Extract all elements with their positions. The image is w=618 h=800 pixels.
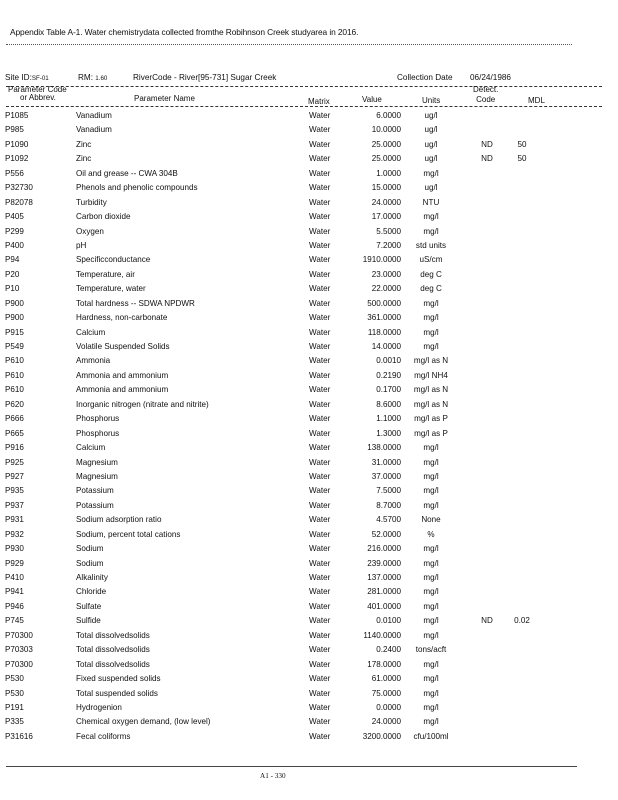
table-row [0,499,618,513]
collection-date-value: 06/24/1986 [470,73,511,82]
header-detect-line1: Detect. [473,85,499,94]
param-name-cell: Sulfate [76,601,102,611]
table-row [0,369,618,383]
value-cell: 137.0000 [367,573,401,582]
param-code-cell: P556 [5,168,24,178]
table-row [0,629,618,643]
units-cell: std units [415,240,447,250]
value-cell: 138.0000 [367,443,401,453]
matrix-cell: Water [309,688,331,698]
param-code-cell: P666 [5,414,24,424]
param-name-cell: Total suspended solids [76,688,158,698]
param-name-cell: Oxygen [76,226,104,236]
header-matrix: Matrix [308,97,330,106]
units-cell: cfu/100ml [413,731,449,741]
matrix-cell: Water [309,616,331,626]
value-cell: 1.1000 [376,414,401,424]
value-cell: 1910.0000 [362,255,401,265]
matrix-cell: Water [309,356,331,366]
matrix-cell: Water [309,515,331,525]
value-cell: 0.2190 [376,370,401,380]
param-name-cell: Ammonia and ammonium [76,370,169,380]
value-cell: 216.0000 [367,544,401,554]
matrix-cell: Water [309,168,331,178]
param-code-cell: P1092 [5,154,29,164]
param-code-cell: P932 [5,529,24,539]
param-code-cell: P900 [5,313,24,323]
matrix-cell: Water [309,428,331,438]
param-name-cell: Total dissolvedsolids [76,659,150,669]
table-row [0,225,618,239]
value-cell: 14.0000 [371,342,401,351]
value-cell: 0.0000 [376,702,401,712]
table-row [0,687,618,701]
param-code-cell: P191 [5,702,24,712]
table-row [0,701,618,715]
header-param-code [8,86,67,102]
param-code-cell: P900 [5,298,24,308]
value-cell: 52.0000 [371,529,401,539]
table-row [0,123,618,137]
matrix-cell: Water [309,183,331,193]
table-title: Appendix Table A-1. Water chemistrydata collected fromthe Robihnson Creek studyarea in 2016. [10,27,359,37]
value-cell: 17.0000 [371,212,401,222]
param-name-cell: Magnesium [76,471,118,481]
matrix-cell: Water [309,255,331,265]
units-cell: mg/l [423,500,439,510]
value-cell: 1.3000 [376,428,401,438]
param-name-cell: pH [76,240,87,250]
param-name-cell: Alkalinity [76,573,108,582]
value-cell: 37.0000 [371,471,401,481]
table-row [0,210,618,224]
param-code-cell: P410 [5,573,24,582]
param-code-cell: P82078 [5,197,33,207]
units-cell: mg/l [423,486,439,496]
units-cell: mg/l [423,587,439,597]
value-cell: 281.0000 [367,587,401,597]
value-cell: 24.0000 [371,717,401,727]
value-cell: 6.0000 [376,111,401,120]
table-row [0,398,618,412]
units-cell: tons/acft [415,645,447,655]
param-code-cell: P935 [5,486,24,496]
table-row [0,585,618,599]
param-name-cell: Calcium [76,327,106,337]
matrix-cell: Water [309,573,331,582]
value-cell: 500.0000 [367,298,401,308]
matrix-cell: Water [309,674,331,684]
value-cell: 7.5000 [376,486,401,496]
matrix-cell: Water [309,197,331,207]
matrix-cell: Water [309,457,331,467]
param-code-cell: P925 [5,457,24,467]
table-row [0,456,618,470]
param-name-cell: Zinc [76,154,92,164]
param-code-cell: P405 [5,212,24,222]
site-id [5,73,49,82]
table-row [0,181,618,195]
value-cell: 0.0010 [376,356,401,366]
param-name-cell: Phenols and phenolic compounds [76,183,198,193]
header-bottom-rule [6,106,602,107]
value-cell: 8.6000 [376,399,401,409]
matrix-cell: Water [309,702,331,712]
units-cell: deg C [420,269,442,279]
matrix-cell: Water [309,139,331,149]
value-cell: 118.0000 [367,327,401,337]
units-cell: mg/l [423,226,439,236]
collection-date-label: Collection Date [397,73,453,82]
detect-code-cell: ND [481,616,493,626]
matrix-cell: Water [309,486,331,496]
units-cell: mg/l [423,573,439,582]
param-code-cell: P400 [5,240,24,250]
param-name-cell: Sulfide [76,616,101,626]
header-units: Units [422,96,441,105]
table-row [0,715,618,729]
matrix-cell: Water [309,399,331,409]
units-cell: mg/l [423,327,439,337]
param-name-cell: Total dissolvedsolids [76,645,150,655]
detect-code-cell: ND [481,139,493,149]
value-cell: 8.7000 [376,500,401,510]
param-name-cell: Ammonia and ammonium [76,385,169,395]
matrix-cell: Water [309,645,331,655]
param-code-cell: P930 [5,544,24,554]
footer-rule [6,766,577,767]
param-code-cell: P20 [5,269,20,279]
value-cell: 0.1700 [376,385,401,395]
param-name-cell: Vanadium [76,111,112,120]
value-cell: 0.0100 [376,616,401,626]
param-name-cell: Sodium [76,558,104,568]
matrix-cell: Water [309,212,331,222]
value-cell: 401.0000 [367,601,401,611]
units-cell: NTU [422,197,440,207]
param-name-cell: Chemical oxygen demand, (low level) [76,717,211,727]
units-cell: mg/l as N [413,385,449,395]
river-mile [78,73,107,82]
param-code-cell: P916 [5,443,24,453]
units-cell: mg/l [423,659,439,669]
param-name-cell: Inorganic nitrogen (nitrate and nitrite) [76,399,209,409]
matrix-cell: Water [309,226,331,236]
value-cell: 1.0000 [376,168,401,178]
units-cell: mg/l [423,342,439,351]
matrix-cell: Water [309,443,331,453]
matrix-cell: Water [309,587,331,597]
param-code-cell: P31616 [5,731,33,741]
matrix-cell: Water [309,544,331,554]
table-row [0,138,618,152]
units-cell: deg C [420,284,442,294]
param-name-cell: Fixed suspended solids [76,674,161,684]
param-code-cell: P335 [5,717,24,727]
param-code-cell: P915 [5,327,24,337]
header-detect-code [473,86,498,104]
table-row [0,614,618,628]
table-row [0,730,618,744]
page-number: A1 - 330 [260,772,286,780]
table-row [0,152,618,166]
header-detect-line2: Code [476,95,496,104]
param-name-cell: Phosphorus [76,414,120,424]
units-cell: mg/l [423,471,439,481]
value-cell: 25.0000 [371,154,401,164]
param-code-cell: P927 [5,471,24,481]
units-cell: mg/l [423,558,439,568]
value-cell: 361.0000 [367,313,401,323]
param-name-cell: Calcium [76,443,106,453]
param-code-cell: P10 [5,284,20,294]
units-cell: ug/l [424,139,438,149]
matrix-cell: Water [309,659,331,669]
param-code-cell: P610 [5,356,24,366]
param-name-cell: Temperature, air [76,269,135,279]
param-code-cell: P70300 [5,630,33,640]
river-mile-value: 1.60 [95,75,108,82]
matrix-cell: Water [309,125,331,135]
mdl-cell: 50 [517,139,527,149]
param-name-cell: Sodium [76,544,104,554]
units-cell: mg/l [423,168,439,178]
param-code-cell: P549 [5,342,24,351]
matrix-cell: Water [309,601,331,611]
param-name-cell: Total dissolvedsolids [76,630,150,640]
units-cell: None [421,515,441,525]
table-row [0,354,618,368]
table-row [0,557,618,571]
table-row [0,600,618,614]
param-code-cell: P665 [5,428,24,438]
param-name-cell: Potassium [76,486,114,496]
matrix-cell: Water [309,269,331,279]
units-cell: ug/l [424,154,438,164]
units-cell: mg/l as N [413,356,449,366]
header-mdl: MDL [528,96,545,105]
param-name-cell: Zinc [76,139,92,149]
param-code-cell: P1090 [5,139,29,149]
data-table-body [0,109,618,744]
value-cell: 10.0000 [371,125,401,135]
param-name-cell: Sodium, percent total cations [76,529,181,539]
param-name-cell: Volatile Suspended Solids [76,342,170,351]
units-cell: mg/l as N [413,399,449,409]
table-row [0,109,618,123]
units-cell: mg/l [423,298,439,308]
site-id-value: SF-01 [31,75,49,82]
units-cell: mg/l [423,630,439,640]
param-name-cell: Carbon dioxide [76,212,131,222]
matrix-cell: Water [309,385,331,395]
table-row [0,542,618,556]
value-cell: 7.2000 [376,240,401,250]
param-code-cell: P70300 [5,659,33,669]
matrix-cell: Water [309,630,331,640]
mdl-cell: 50 [517,154,527,164]
units-cell: mg/l [423,443,439,453]
header-top-rule [6,86,602,87]
matrix-cell: Water [309,471,331,481]
param-name-cell: Ammonia [76,356,111,366]
units-cell: mg/l [423,688,439,698]
param-name-cell: Total hardness -- SDWA NPDWR [76,298,195,308]
table-row [0,412,618,426]
units-cell: mg/l [423,616,439,626]
param-name-cell: Specificconductance [76,255,151,265]
param-code-cell: P929 [5,558,24,568]
table-row [0,326,618,340]
units-cell: mg/l [423,457,439,467]
value-cell: 61.0000 [371,674,401,684]
table-row [0,427,618,441]
param-code-cell: P530 [5,674,24,684]
table-row [0,470,618,484]
units-cell: mg/l [423,544,439,554]
param-code-cell: P946 [5,601,24,611]
header-param-code-line2: or Abbrev. [20,93,56,102]
param-name-cell: Magnesium [76,457,118,467]
table-row [0,571,618,585]
param-name-cell: Hydrogenion [76,702,122,712]
units-cell: mg/l [423,601,439,611]
table-row [0,282,618,296]
table-row [0,340,618,354]
param-name-cell: Phosphorus [76,428,120,438]
units-cell: mg/l NH4 [414,370,448,380]
header-param-name: Parameter Name [134,94,195,103]
value-cell: 0.2400 [376,645,401,655]
matrix-cell: Water [309,731,331,741]
param-code-cell: P610 [5,385,24,395]
matrix-cell: Water [309,298,331,308]
units-cell: mg/l [423,702,439,712]
param-code-cell: P931 [5,515,24,525]
param-code-cell: P94 [5,255,20,265]
matrix-cell: Water [309,313,331,323]
river-code: RiverCode - River[95-731] Sugar Creek [133,73,277,82]
matrix-cell: Water [309,529,331,539]
units-cell: uS/cm [419,255,443,265]
matrix-cell: Water [309,327,331,337]
units-cell: mg/l as P [414,414,448,424]
param-name-cell: Turbidity [76,197,107,207]
param-name-cell: Hardness, non-carbonate [76,313,168,323]
header-value: Value [362,95,382,104]
param-code-cell: P745 [5,616,24,626]
value-cell: 4.5700 [376,515,401,525]
units-cell: mg/l [423,313,439,323]
table-row [0,528,618,542]
param-code-cell: P70303 [5,645,33,655]
table-row [0,196,618,210]
param-code-cell: P985 [5,125,24,135]
site-id-label: Site ID: [5,73,32,82]
units-cell: % [427,529,435,539]
matrix-cell: Water [309,500,331,510]
units-cell: ug/l [424,125,438,135]
table-row [0,484,618,498]
table-row [0,253,618,267]
units-cell: mg/l as P [414,428,448,438]
param-name-cell: Temperature, water [76,284,146,294]
param-code-cell: P941 [5,587,24,597]
param-code-cell: P620 [5,399,24,409]
param-name-cell: Sodium adsorption ratio [76,515,162,525]
matrix-cell: Water [309,342,331,351]
table-row [0,513,618,527]
value-cell: 1140.0000 [363,630,401,640]
mdl-cell: 0.02 [514,616,530,626]
value-cell: 178.0000 [367,659,401,669]
table-row [0,311,618,325]
matrix-cell: Water [309,717,331,727]
value-cell: 31.0000 [371,457,401,467]
value-cell: 24.0000 [371,197,401,207]
units-cell: mg/l [423,212,439,222]
param-code-cell: P32730 [5,183,33,193]
param-code-cell: P937 [5,500,24,510]
param-name-cell: Vanadium [76,125,112,135]
param-name-cell: Oil and grease -- CWA 304B [76,168,178,178]
detect-code-cell: ND [481,154,493,164]
units-cell: mg/l [423,674,439,684]
param-code-cell: P610 [5,370,24,380]
header-param-code-line1: Parameter Code [8,85,67,94]
value-cell: 15.0000 [371,183,401,193]
table-row [0,167,618,181]
value-cell: 23.0000 [371,269,401,279]
matrix-cell: Water [309,370,331,380]
table-row [0,672,618,686]
value-cell: 75.0000 [371,688,401,698]
table-row [0,383,618,397]
title-divider [6,44,572,45]
table-row [0,297,618,311]
units-cell: ug/l [424,183,438,193]
matrix-cell: Water [309,240,331,250]
matrix-cell: Water [309,414,331,424]
value-cell: 239.0000 [367,558,401,568]
units-cell: mg/l [423,717,439,727]
param-name-cell: Chloride [76,587,107,597]
param-name-cell: Potassium [76,500,114,510]
table-row [0,643,618,657]
param-code-cell: P1085 [5,111,29,120]
value-cell: 22.0000 [371,284,401,294]
units-cell: ug/l [424,111,438,120]
matrix-cell: Water [309,284,331,294]
param-code-cell: P530 [5,688,24,698]
value-cell: 25.0000 [371,139,401,149]
table-row [0,239,618,253]
matrix-cell: Water [309,111,331,120]
value-cell: 3200.0000 [362,731,401,741]
table-row [0,441,618,455]
param-code-cell: P299 [5,226,24,236]
matrix-cell: Water [309,558,331,568]
table-row [0,268,618,282]
table-row [0,658,618,672]
river-mile-label: RM: [78,73,94,82]
matrix-cell: Water [309,154,331,164]
param-name-cell: Fecal coliforms [76,731,131,741]
value-cell: 5.5000 [376,226,401,236]
